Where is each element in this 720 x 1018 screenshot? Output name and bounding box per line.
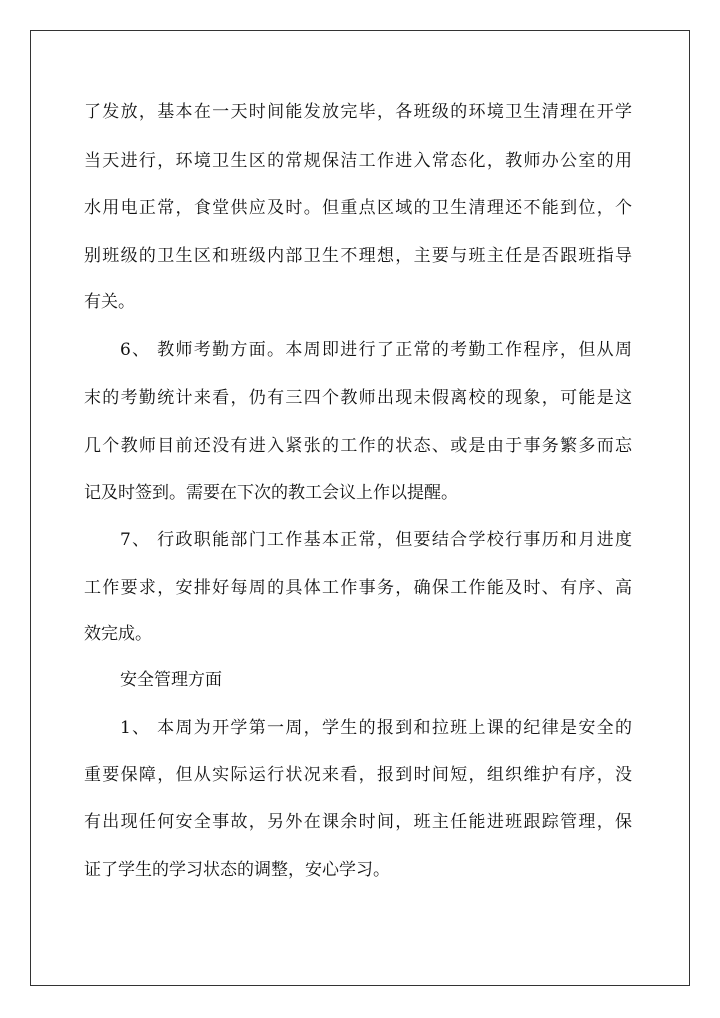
text-line: 当天进行，环境卫生区的常规保洁工作进入常态化，教师办公室的用: [84, 151, 632, 171]
section-heading: 安全管理方面: [120, 670, 222, 690]
text-line-item-7: 7、 行政职能部门工作基本正常，但要结合学校行事历和月进度: [120, 530, 632, 550]
page-border: [30, 30, 690, 986]
text-line-item-1: 1、 本周为开学第一周，学生的报到和拉班上课的纪律是安全的: [120, 718, 632, 738]
text-line: 有出现任何安全事故，另外在课余时间，班主任能进班跟踪管理，保: [84, 812, 632, 832]
text-line: 效完成。: [84, 624, 152, 644]
text-line: 重要保障，但从实际运行状况来看，报到时间短，组织维护有序，没: [84, 765, 632, 785]
text-line: 工作要求，安排好每周的具体工作事务，确保工作能及时、有序、高: [84, 578, 632, 598]
text-line: 几个教师目前还没有进入紧张的工作的状态、或是由于事务繁多而忘: [84, 436, 632, 456]
text-line: 记及时签到。需要在下次的教工会议上作以提醒。: [84, 483, 458, 503]
text-line: 末的考勤统计来看，仍有三四个教师出现未假离校的现象，可能是这: [84, 388, 632, 408]
text-line: 水用电正常，食堂供应及时。但重点区域的卫生清理还不能到位，个: [84, 198, 632, 218]
text-line: 别班级的卫生区和班级内部卫生不理想，主要与班主任是否跟班指导: [84, 246, 632, 266]
text-line: 了发放，基本在一天时间能发放完毕，各班级的环境卫生清理在开学: [84, 102, 632, 122]
text-line: 证了学生的学习状态的调整，安心学习。: [84, 860, 390, 880]
text-line-item-6: 6、 教师考勤方面。本周即进行了正常的考勤工作程序，但从周: [120, 340, 632, 360]
text-line: 有关。: [84, 292, 135, 312]
